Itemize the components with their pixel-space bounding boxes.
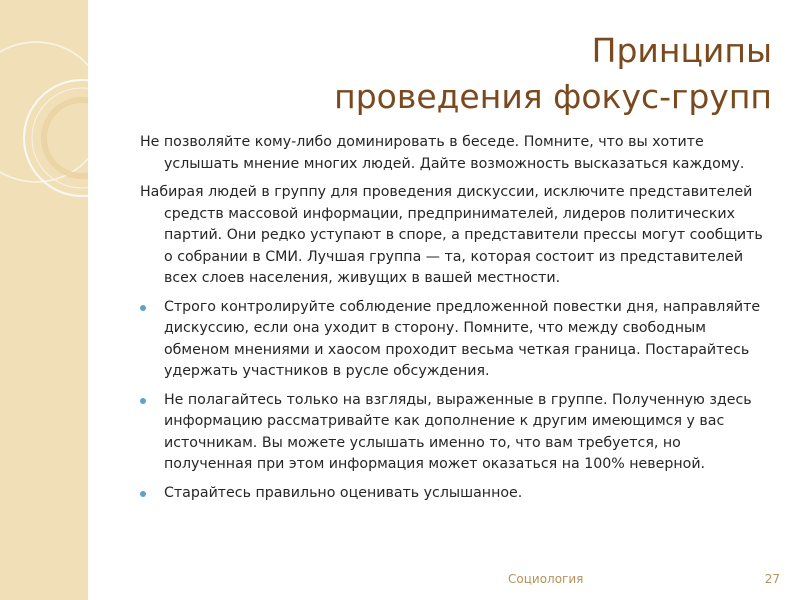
bullet-item (140, 297, 772, 383)
bullet-dot-icon (140, 491, 146, 497)
page-number: 27 (764, 572, 780, 586)
decorative-circles (0, 0, 88, 600)
bullet-dot-icon (140, 305, 146, 311)
bullet-text: Старайтесь правильно оценивать услышанное. (164, 484, 523, 501)
decorative-side-band (0, 0, 88, 600)
title-line-2: проведения фокус-групп (334, 77, 772, 116)
footer-subject: Социология (508, 572, 584, 586)
bullet-text: Строго контролируйте соблюдение предложенной повестки дня, направляйте дискуссию, если она уходит в сторону. Помните, что между свободным обменом мнениями и хаосом проходит весьма четкая граница. Постарайтесь удержать участников в русле обсуждения. (164, 298, 761, 379)
slide-title (334, 28, 772, 120)
bullet-text: Не полагайтесь только на взгляды, выраженные в группе. Полученную здесь информацию рассматривайте как дополнение к другим имеющимся у вас источникам. Вы можете услышать именно то, что вам требуется, но полученная при этом информация может оказаться на 100% неверной. (164, 391, 752, 472)
slide-body (140, 132, 772, 511)
paragraph: Не позволяйте кому-либо доминировать в беседе. Помните, что вы хотите услышать мнение многих людей. Дайте возможность высказаться каждому. (140, 134, 745, 172)
bullet-item (140, 390, 772, 476)
title-line-1: Принципы (591, 31, 772, 70)
bullet-item (140, 483, 772, 505)
bullet-dot-icon (140, 398, 146, 404)
paragraph: Набирая людей в группу для проведения дискуссии, исключите представителей средств массовой информации, предпринимателей, лидеров политических партий. Они редко уступают в споре, а представители прессы могут сообщить о собрании в СМИ. Лучшая группа — та, которая состоит из представителей всех слоев населения, живущих в вашей местности. (140, 184, 763, 286)
